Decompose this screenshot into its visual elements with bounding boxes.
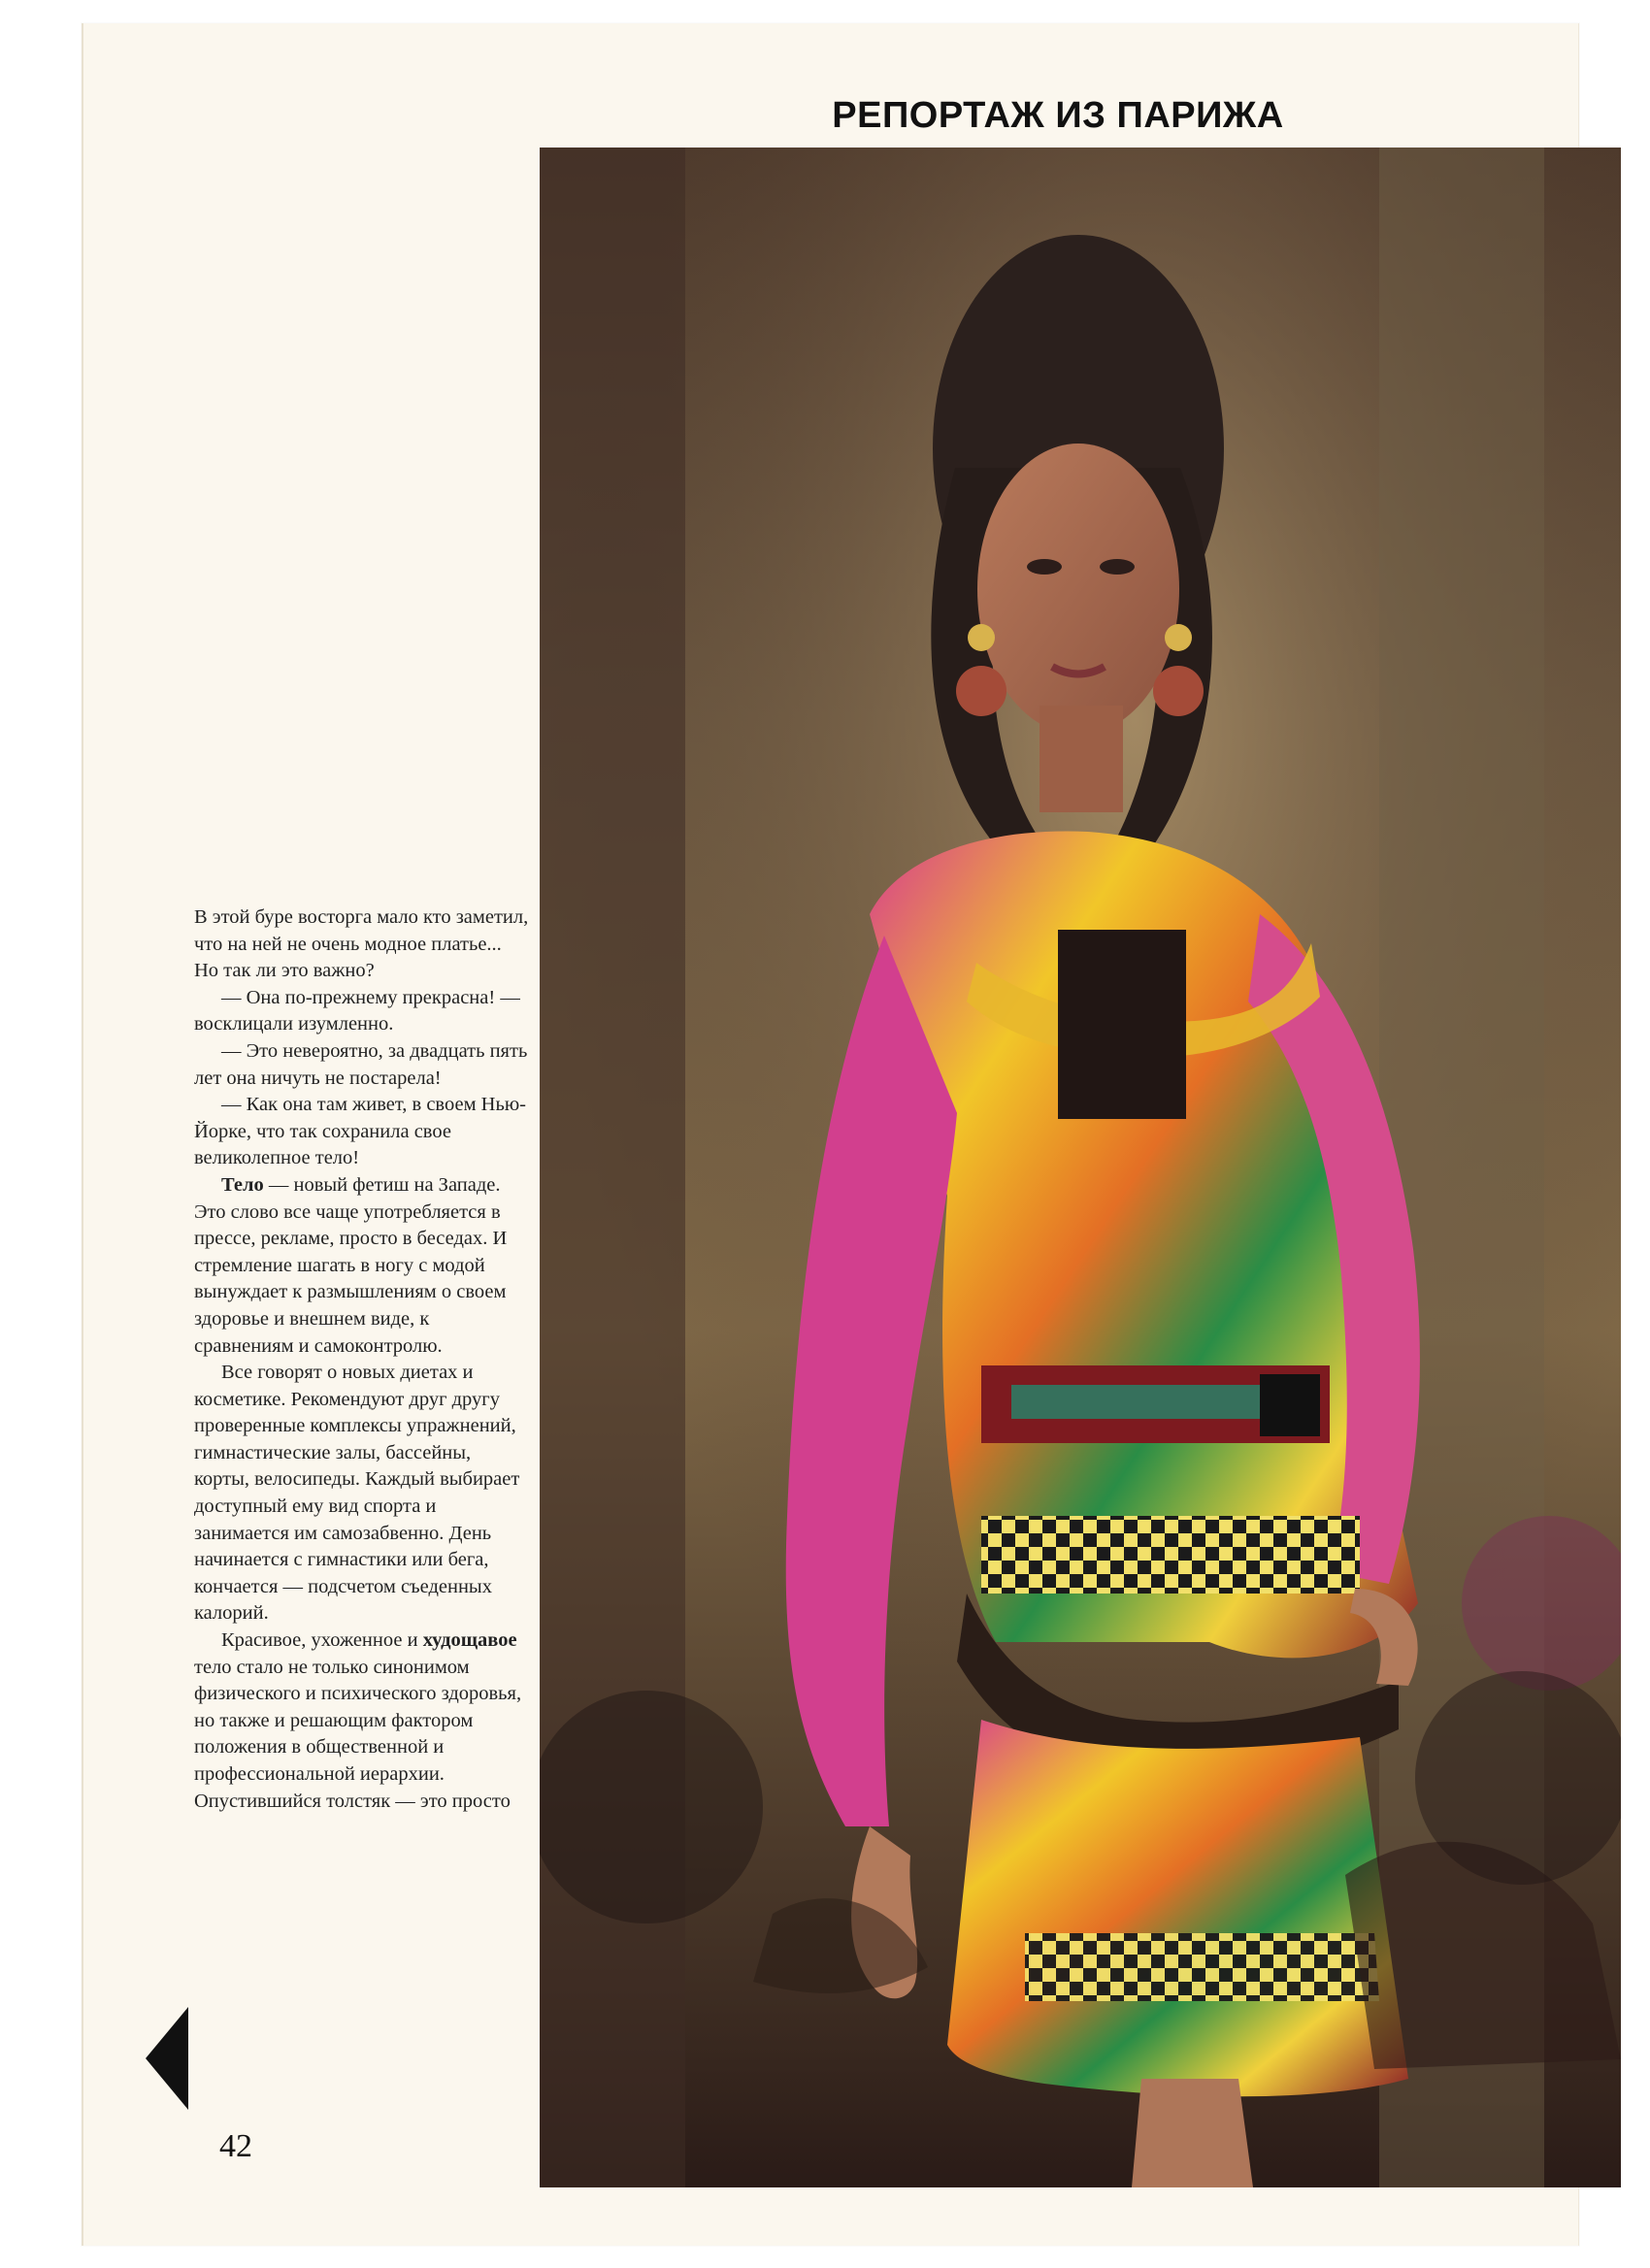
article-paragraph-2: — Она по-прежнему прекрасна! — восклицали изумленно. (194, 986, 520, 1035)
article-paragraph-6: Все говорят о новых диетах и косметике. Рекомендуют друг другу проверенные комплексы упражнений, гимнастические залы, бассейны, корты, велосипеды. Каждый выбирает доступный ему вид спорта и занимается им самозабвенно. День начинается с гимнастики или бега, кончается — подсчетом съеденных калорий. (194, 1362, 520, 1625)
runway-photo-art (540, 148, 1621, 2187)
triangle-left-icon (146, 2007, 188, 2110)
previous-page-button[interactable] (146, 2007, 188, 2110)
page-number: 42 (219, 2128, 252, 2164)
fashion-photo (540, 148, 1621, 2187)
page-headline: РЕПОРТАЖ ИЗ ПАРИЖА (832, 95, 1284, 136)
article-paragraph-1: В этой буре восторга мало кто заметил, что на ней не очень модное платье... Но так ли это важно? (194, 906, 529, 982)
article-keyword-slim: худощавое (422, 1629, 517, 1652)
article-column (194, 904, 529, 1815)
article-paragraph-7 (194, 1627, 529, 1815)
article-paragraph-7-text: тело стало не только синонимом физического и психического здоровья, но также и решающим фактором положения в общественной и профессиональной иерархии. Опустившийся толстяк — это просто (194, 1656, 522, 1812)
article-paragraph-5-text: — новый фетиш на Западе. Это слово все чаще употребляется в прессе, рекламе, просто в беседах. И стремление шагать в ногу с модой вынуждает к размышлениям о своем здоровье и внешнем виде, к сравнениям и самоконтролю. (194, 1173, 508, 1357)
article-paragraph-3: — Это невероятно, за двадцать пять лет она ничуть не постарела! (194, 1039, 528, 1089)
article-paragraph-5 (194, 1172, 529, 1360)
article-paragraph-7-lead: Красивое, ухоженное и (221, 1629, 418, 1652)
article-keyword-body: Тело (221, 1173, 264, 1196)
article-paragraph-4: — Как она там живет, в своем Нью-Йорке, что так сохранила свое великолепное тело! (194, 1094, 526, 1169)
